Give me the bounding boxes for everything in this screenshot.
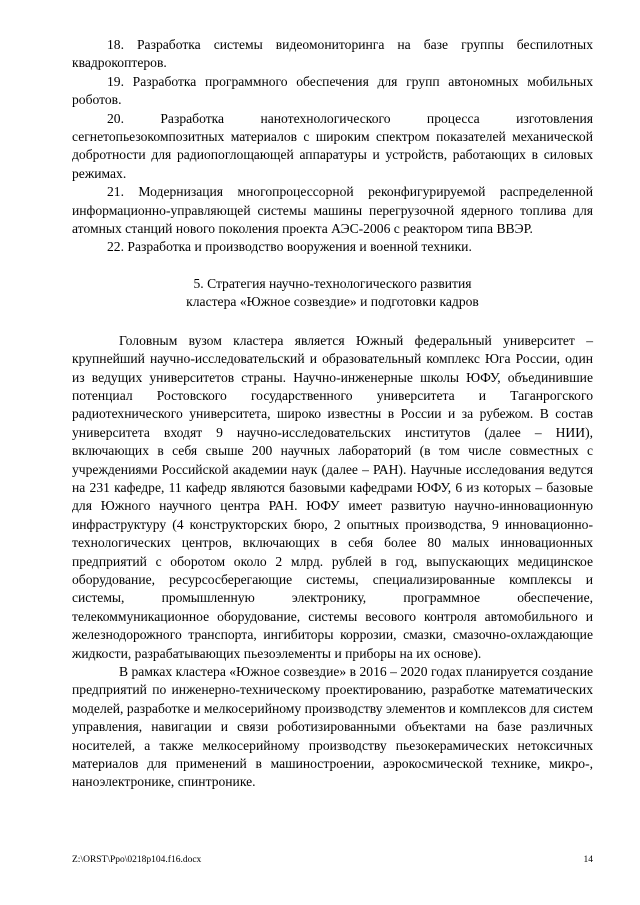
body-paragraph: В рамках кластера «Южное созвездие» в 2016 – 2020 годах планируется создание предприятий по инженерно-техническому проектированию, разработке математических моделей, разработке и мелкосерийному производству элементов и комплексов для систем управления, навигации и связи роботизированными объектами на базе различных носителей, а также мелкосерийному производству пьезокерамических нетоксичных материалов для применений в машиностроении, аэрокосмической технике, микро-, наноэлектронике, спинтронике. [72,664,593,790]
list-item: 18. Разработка системы видеомониторинга на базе группы беспилотных квадрокоптеров. [72,37,593,71]
file-path: Z:\ORST\Ppo\0218p104.f16.docx [72,855,202,865]
section-heading-line: 5. Стратегия научно-технологического развития [193,275,472,291]
document-body [72,36,593,792]
list-item: 22. Разработка и производство вооружения и военной техники. [107,239,472,255]
body-paragraph: Головным вузом кластера является Южный федеральный университет – крупнейший научно-исследовательский и образовательный комплекс Юга России, один из ведущих университетов страны. Научно-инженерные школы ЮФУ, объединившие потенциал Ростовского государственного университета и Таганрогского радиотехнического университета, широко известны в России и за рубежом. В состав университета входят 9 научно-исследовательских институтов (далее – НИИ), включающих в себя свыше 200 научных лабораторий (в том числе совместных с учреждениями Российской академии наук (далее – РАН). Научные исследования ведутся на 231 кафедре, 11 кафедр являются базовыми кафедрами ЮФУ, 6 из которых – базовые для Южного научного центра РАН. ЮФУ имеет развитую научно-инновационную инфраструктуру (4 конструкторских бюро, 2 опытных производства, 9 инновационно-технологических центров, включающих в себя более 80 малых инновационных предприятий с оборотом около 2 млрд. рублей в год, выпускающих медицинское оборудование, ресурсосберегающие системы, специализированные комплексы и системы, промышленную электронику, программное обеспечение, телекоммуникационное оборудование, системы весового контроля автомобильного и железнодорожного транспорта, ингибиторы коррозии, смазки, смазочно-охлаждающие жидкости, разрабатывающих пьезоэлементы и приборы на их основе). [72,332,593,661]
section-heading [72,275,593,312]
list-item: 21. Модернизация многопроцессорной реконфигурируемой распределенной информационно-управляющей системы машины перегрузочной ядерного топлива для атомных станций нового поколения проекта АЭС-2006 с реактором типа ВВЭР. [72,184,593,237]
list-item: 19. Разработка программного обеспечения для групп автономных мобильных роботов. [72,73,593,108]
list-item: 20. Разработка нанотехнологического процесса изготовления сегнетопьезокомпозитных материалов с широким спектром показателей механической добротности для радиопоглощающей аппаратуры и устройств, работающих в силовых режимах. [72,110,593,181]
section-heading-line: кластера «Южное созвездие» и подготовки кадров [186,294,479,310]
page-number: 14 [583,855,593,865]
